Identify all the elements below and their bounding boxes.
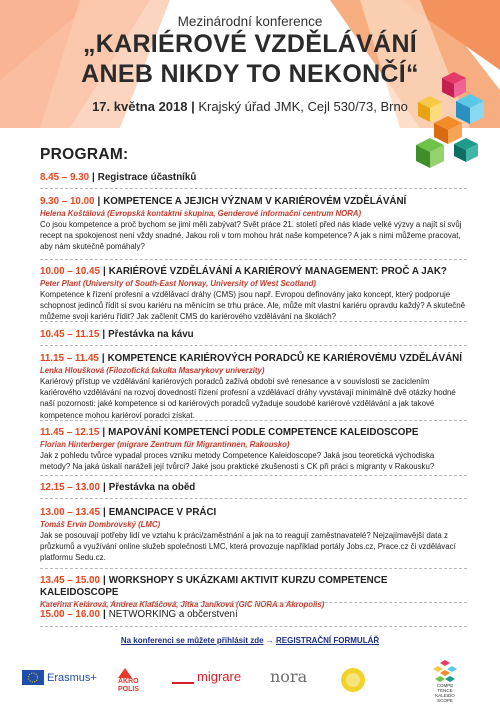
kaleidoscope-cubes-logo: [408, 68, 500, 180]
item-speaker: Lenka Hloušková (Filozofická fakulta Masarykovy univerzity): [40, 366, 265, 375]
item-title: Registrace účastníků: [97, 172, 197, 183]
item-title: KOMPETENCE KARIÉROVÝCH PORADCŮ KE KARIÉROVÉMU VZDĚLÁVÁNÍ: [107, 353, 462, 364]
migrare-mark-icon: [172, 670, 194, 684]
item-title: NETWORKING a občerstvení: [108, 609, 238, 620]
yellow-partner-logo: [340, 667, 366, 693]
item-title: KARIÉROVÉ VZDĚLÁVÁNÍ A KARIÉROVÝ MANAGEMENT: PROČ A JAK?: [108, 266, 447, 277]
divider: [40, 568, 467, 569]
program-item-counsellors: 11.15 – 11.45 | KOMPETENCE KARIÉROVÝCH PORADCŮ KE KARIÉROVÉMU VZDĚLÁVÁNÍ Lenka Hloušková (Filozofická fakulta Masarykovy univerzity) Kariérový přístup ve vzdělávání kariérových poradců zažívá období své renesance a v souvislosti se zaciclením kariérového vzdělávání na rozvoj dovedností řízení profesní a vzdělávací dráhy vyvstávají minimálně dvě otázky hodné naší pozornosti: jaké kompetence si od kariérových poradců vyžaduje soudobé kariérové vzdělávání a jak takové kompetence mohou kariéroví poradci získat.: [40, 353, 465, 421]
item-speaker: Helena Koštálová (Evropská kontaktní skupina, Genderové informační centrum NORA): [40, 209, 362, 218]
venue-separator: |: [191, 99, 195, 114]
item-description: Co jsou kompetence a proč bychom se jimi měli zabývat? Svět práce 21. století před nás klade velké výzvy a najít si svůj recept na spokojenost není vždy snadné. Jakou roli v tom mohou hrát naše kompetence? A jak s nimi můžeme pracovat, aby nám skutečně pomáhaly?: [40, 220, 462, 252]
item-speaker: Tomáš Ervín Dombrovský (LMC): [40, 520, 161, 529]
item-description: Jak se posouvají potřeby lidí ve vztahu k práci/zaměstnání a jak na to reagují zaměstnavatelé? Nejzajímavější data z průzkumů a využívání online služeb společnosti LMC, která provozuje například portály Jobs.cz, Prace.cz či vzdělávací platformu Sedu.cz.: [40, 531, 456, 563]
akropolis-logo: [118, 668, 158, 694]
erasmus-text: Erasmus+: [47, 671, 97, 684]
divider: [40, 420, 467, 421]
item-speaker: Peter Plant (University of South-East Norway, University of West Scotland): [40, 279, 316, 288]
item-title: Přestávka na kávu: [108, 329, 194, 340]
item-time: 15.00 – 16.00: [40, 609, 100, 620]
divider: [40, 321, 467, 322]
item-description: Jak z pohledu tvůrce vypadal proces vzniku metody Competence Kaleidoscope? Jaká jsou teoretická východiska metody? Na jaká úskalí naráželi její tvůrci? Jaké jsou praktické zkušenosti s CK při práci s migranty v Rakousku?: [40, 451, 435, 472]
divider: [40, 188, 467, 189]
registration-text[interactable]: Na konferenci se můžete přihlásit zde: [120, 636, 264, 645]
item-title: WORKSHOPY S UKÁZKAMI AKTIVIT KURZU COMPETENCE KALEIDOSCOPE: [40, 575, 388, 598]
item-speaker: Kateřina Kelárová, Andrea Klafáčová, Jitka Janíková (GIC NORA a Akropolis): [40, 600, 325, 609]
title-line-1: „KARIÉROVÉ VZDĚLÁVÁNÍ: [82, 30, 418, 58]
akropolis-text: AKRO POLIS: [118, 678, 140, 693]
item-speaker: Florian Hinterberger (migrare Zentrum für Migrantinnen, Rakousko): [40, 440, 290, 449]
event-venue: Krajský úřad JMK, Cejl 530/73, Brno: [198, 99, 408, 114]
event-date: 17. května 2018: [92, 99, 188, 114]
migrare-text: migrare: [197, 669, 242, 684]
divider: [40, 475, 467, 476]
program-item-lunch: 12.15 – 13.00 | Přestávka na oběd: [40, 482, 196, 493]
item-title: MAPOVÁNÍ KOMPETENCÍ PODLE COMPETENCE KALEIDOSCOPE: [108, 427, 419, 438]
footer-logos: [0, 655, 500, 708]
erasmus-logo: [22, 670, 97, 685]
arrow-icon: →: [265, 636, 274, 645]
item-title: EMANCIPACE V PRÁCI: [108, 507, 217, 518]
item-time: 10.45 – 11.15: [40, 329, 100, 340]
migrare-logo: [172, 669, 241, 684]
item-time: 10.00 – 10.45: [40, 266, 100, 277]
item-title: KOMPETENCE A JEJICH VÝZNAM V KARIÉROVÉM VZDĚLÁVÁNÍ: [103, 196, 407, 207]
nora-text: nora: [270, 667, 308, 686]
program-item-mapping: 11.45 – 12.15 | MAPOVÁNÍ KOMPETENCÍ PODLE COMPETENCE KALEIDOSCOPE Florian Hinterberger (migrare Zentrum für Migrantinnen, Rakousko) Jak z pohledu tvůrce vypadal proces vzniku metody Competence Kaleidoscope? Jaká jsou teoretická východiska metody? Na jaká úskalí naráželi její tvůrci? Jaké jsou praktické zkušenosti s CK při práci s migranty v Rakousku?: [40, 427, 465, 472]
divider: [40, 626, 467, 627]
akropolis-mark-icon: [118, 668, 132, 678]
cube-cluster-icon: [432, 659, 458, 683]
item-time: 8.45 – 9.30: [40, 172, 90, 183]
eu-flag-icon: [22, 670, 44, 685]
registration-form-link[interactable]: REGISTRAČNÍ FORMULÁŘ: [276, 636, 380, 645]
item-time: 13.45 – 15.00: [40, 575, 100, 586]
item-description: Kompetence k řízení profesní a vzdělávací dráhy (CMS) jsou např. Evropou definovány jako koncept, který podporuje schopnost jedinců řídit si svou kariéru na měnícím se trhu práce. Ale, může mít vlastní kariéru opravdu každý? A skutečně můžeme svoji kariéru řídit? Jak začlenit CMS do kariérového vzdělávání na školách?: [40, 290, 465, 322]
title-line-2: ANEB NIKDY TO NEKONČÍ“: [81, 60, 419, 88]
divider: [40, 602, 467, 603]
sun-logo-icon: [340, 667, 366, 693]
program-item-workshops: 13.45 – 15.00 | WORKSHOPY S UKÁZKAMI AKTIVIT KURZU COMPETENCE KALEIDOSCOPE Kateřina Kelárová, Andrea Klafáčová, Jitka Janíková (GIC NORA a Akropolis): [40, 575, 465, 610]
item-title: Přestávka na oběd: [108, 482, 196, 493]
cube-logo-text: COMPE TENCE KALEIDO SCOPE: [435, 683, 455, 703]
program-item-career-management: 10.00 – 10.45 | KARIÉROVÉ VZDĚLÁVÁNÍ A KARIÉROVÝ MANAGEMENT: PROČ A JAK? Peter Plant (University of South-East Norway, University of West Scotland) Kompetence k řízení profesní a vzdělávací dráhy (CMS) jsou např. Evropou definovány jako koncept, který podporuje schopnost jedinců řídit si svou kariéru na měnícím se trhu práce. Ale, může mít vlastní kariéru opravdu každý? A skutečně můžeme svoji kariéru řídit? Jak začlenit CMS do kariérového vzdělávání na školách?: [40, 266, 465, 322]
item-description: Kariérový přístup ve vzdělávání kariérových poradců zažívá období své renesance a v souvislosti se zaciclením kariérového vzdělávání na rozvoj dovedností řízení profesní a vzdělávací dráhy vyvstávají minimálně dvě otázky hodné naší pozornosti: jaké kompetence si od kariérových poradců vyžaduje soudobé kariérové vzdělávání a jak takové kompetence mohou kariéroví poradci získat.: [40, 377, 456, 420]
program-item-competences: 9.30 – 10.00 | KOMPETENCE A JEJICH VÝZNAM V KARIÉROVÉM VZDĚLÁVÁNÍ Helena Koštálová (Evropská kontaktní skupina, Genderové informační centrum NORA) Co jsou kompetence a proč bychom se jimi měli zabývat? Svět práce 21. století před nás klade velké výzvy a najít si svůj recept na spokojenost není vždy snadné. Jakou roli v tom mohou hrát naše kompetence? A jak s nimi můžeme pracovat, aby nám skutečně pomáhaly?: [40, 196, 465, 253]
divider: [40, 259, 467, 260]
registration-line: [0, 636, 500, 645]
item-time: 13.00 – 13.45: [40, 507, 100, 518]
program-item-coffee-break: 10.45 – 11.15 | Přestávka na kávu: [40, 329, 194, 340]
divider: [40, 498, 467, 499]
item-time: 11.45 – 12.15: [40, 427, 100, 438]
nora-logo: [270, 667, 307, 686]
program-item-emancipation: 13.00 – 13.45 | EMANCIPACE V PRÁCI Tomáš Ervín Dombrovský (LMC) Jak se posouvají potřeby lidí ve vztahu k práci/zaměstnání a jak na to reagují zaměstnavatelé? Nejzajímavější data z průzkumů a využívání online služeb společnosti LMC, která provozuje například portály Jobs.cz, Prace.cz či vzdělávací platformu Sedu.cz.: [40, 507, 465, 564]
program-item-networking: 15.00 – 16.00 | NETWORKING a občerstvení: [40, 609, 238, 620]
program-item-registration: 8.45 – 9.30 | Registrace účastníků: [40, 172, 197, 183]
program-heading: PROGRAM:: [40, 146, 129, 163]
item-time: 9.30 – 10.00: [40, 196, 95, 207]
competence-kaleidoscope-logo: [432, 659, 458, 703]
divider: [40, 345, 467, 346]
conference-label: Mezinárodní konference: [177, 14, 323, 29]
item-time: 11.15 – 11.45: [40, 353, 99, 364]
item-time: 12.15 – 13.00: [40, 482, 100, 493]
